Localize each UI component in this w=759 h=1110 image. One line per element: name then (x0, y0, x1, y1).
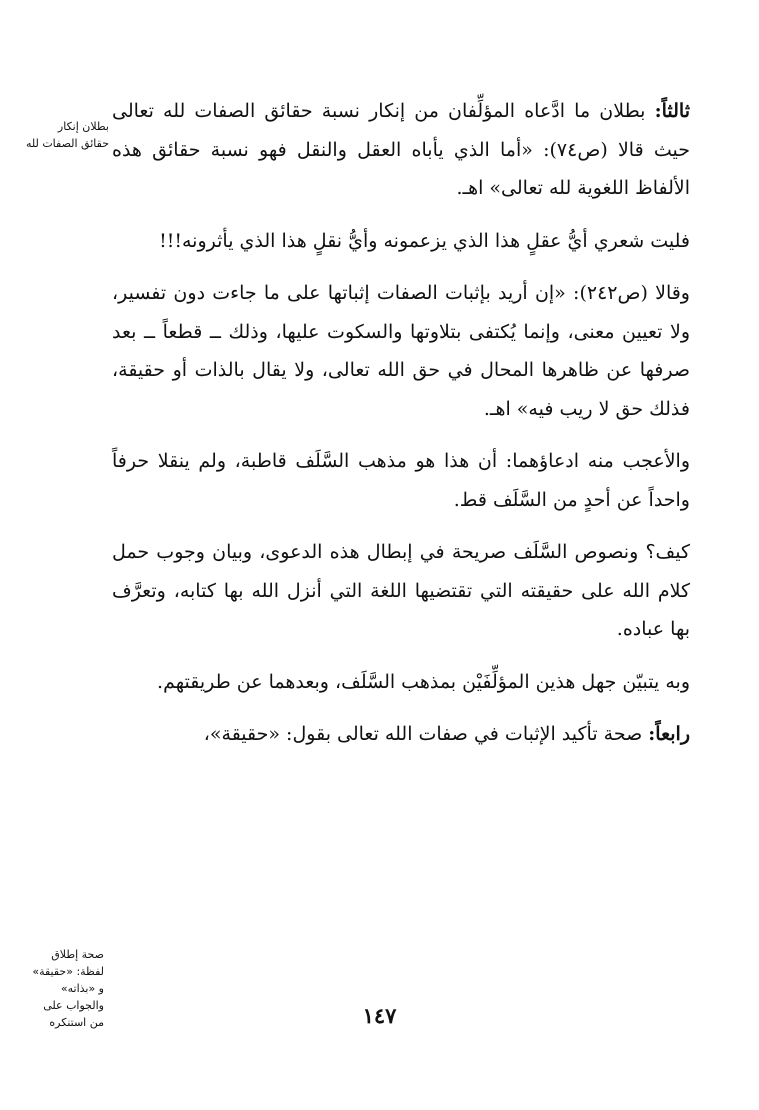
margin-note-denial-of-attributes (18, 118, 109, 152)
paragraph-quote-page-242: وقالا (ص٢٤٢): «إن أريد بإثبات الصفات إثباتها على ما جاءت دون تفسير، ولا تعيين معنى، وإنما يُكتفى بتلاوتها والسكوت عليها، وذلك ــ قطعاً ــ بعد صرفها عن ظاهرها المحال في حق الله تعالى، ولا يقال بالذات أو حقيقة، فذلك حق لا ريب فيه» اهـ. (112, 282, 690, 420)
margin-note-line: من استنكره (49, 1016, 104, 1029)
margin-note-line: و «بذاته» (60, 982, 104, 995)
paragraph-lead: رابعاً: (648, 723, 690, 745)
paragraph-conclusion: وبه يتبيّن جهل هذين المؤلِّفَيْن بمذهب السَّلَف، وبعدهما عن طريقتهم. (157, 670, 690, 693)
paragraph-lead: ثالثاً: (654, 100, 690, 122)
paragraph-claim-salaf: والأعجب منه ادعاؤهما: أن هذا هو مذهب السَّلَف قاطبة، ولم ينقلا حرفاً واحداً عن أحدٍ من السَّلَف قط. (112, 450, 690, 511)
paragraph-text: صحة تأكيد الإثبات في صفات الله تعالى بقول: «حقيقة»، (203, 723, 649, 745)
paragraph-third-point (112, 92, 690, 208)
margin-note-line: بطلان إنكار (57, 120, 109, 133)
paragraph-rhetorical-question: فليت شعري أيُّ عقلٍ هذا الذي يزعمونه وأيُّ نقلٍ هذا الذي يأثرونه!!! (159, 229, 690, 252)
margin-note-line: لفظة: «حقيقة» (32, 965, 104, 978)
margin-note-line: والجواب على (43, 999, 104, 1012)
margin-note-line: حقائق الصفات لله (25, 137, 109, 150)
margin-note-line: صحة إطلاق (51, 948, 104, 961)
main-text-body (112, 92, 690, 754)
paragraph-fourth-point (112, 715, 690, 754)
page-number: ١٤٧ (362, 1003, 397, 1028)
paragraph-salaf-texts: كيف؟ ونصوص السَّلَف صريحة في إبطال هذه الدعوى، وبيان وجوب حمل كلام الله على حقيقته التي تقتضيها اللغة التي أنزل الله بها كتابه، وتعرَّف بها عباده. (112, 541, 690, 640)
paragraph-text: بطلان ما ادَّعاه المؤلِّفان من إنكار نسبة حقائق الصفات لله تعالى حيث قالا (ص٧٤): «أما الذي يأباه العقل والنقل فهو نسبة حقائق هذه الألفاظ اللغوية لله تعالى» اهـ. (112, 100, 691, 199)
